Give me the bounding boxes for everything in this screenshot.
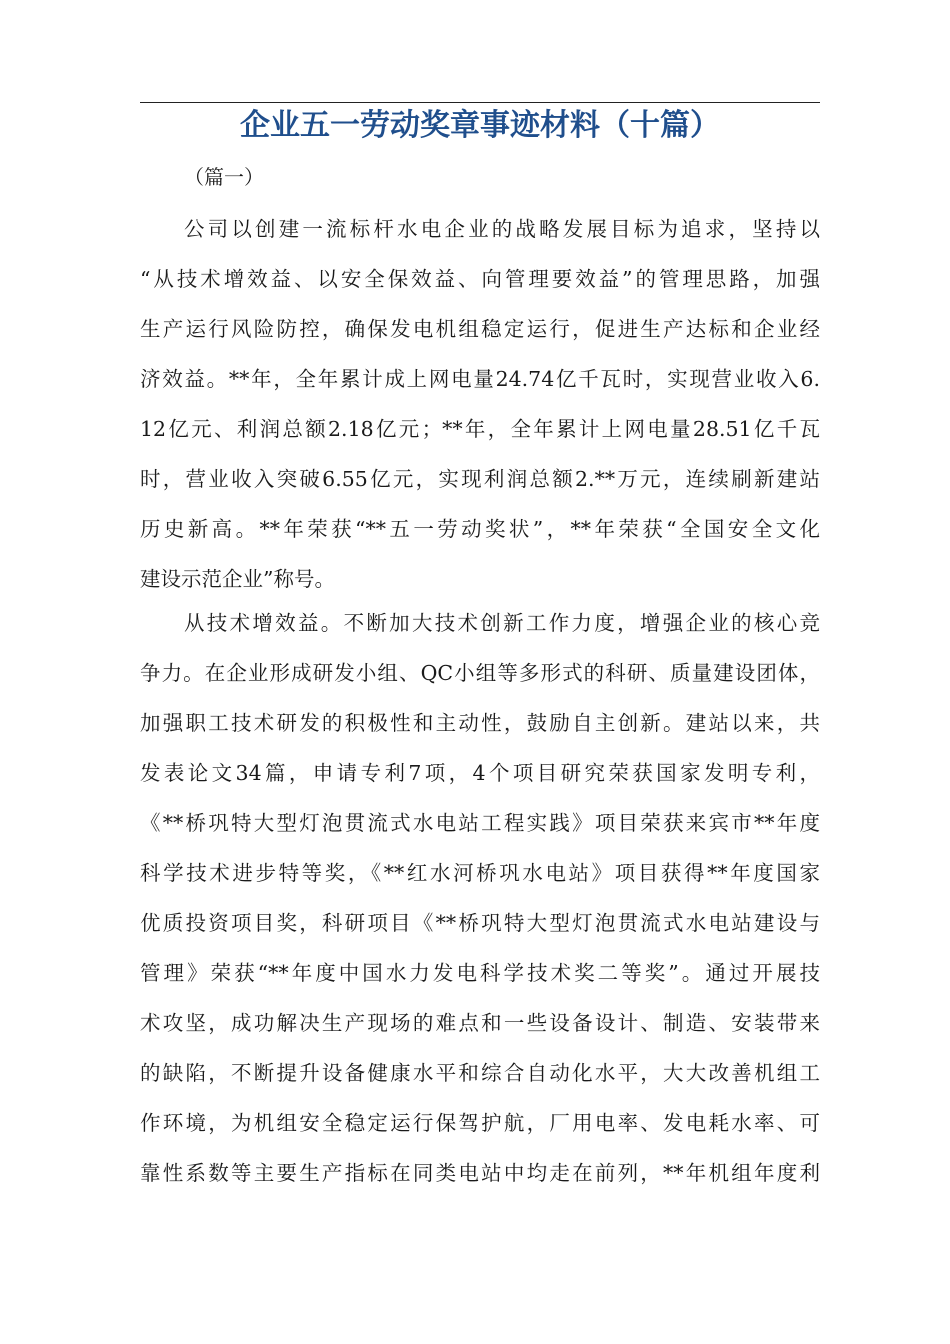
text-line: 《**桥巩特大型灯泡贯流式水电站工程实践》项目荣获来宾市**年度 [140,811,820,835]
text-line: 争力。在企业形成研发小组、QC小组等多形式的科研、质量建设团体， [140,661,820,685]
text-line: 生产运行风险防控，确保发电机组稳定运行，促进生产达标和企业经 [140,317,820,341]
text-line: 济效益。**年，全年累计成上网电量24.74亿千瓦时，实现营业收入6. [140,367,820,391]
text-line: 公司以创建一流标杆水电企业的战略发展目标为追求，坚持以 [184,217,820,241]
paragraph-1 [140,204,820,604]
text-line: 12亿元、利润总额2.18亿元；**年，全年累计上网电量28.51亿千瓦 [140,417,820,441]
header-rule [140,102,820,103]
text-line: 管理》荣获“**年度中国水力发电科学技术奖二等奖”。通过开展技 [140,961,820,985]
section-label: （篇一） [184,165,264,189]
text-line: 加强职工技术研发的积极性和主动性，鼓励自主创新。建站以来，共 [140,711,820,735]
paragraph-2 [140,598,820,1198]
text-line: 术攻坚，成功解决生产现场的难点和一些设备设计、制造、安装带来 [140,1011,820,1035]
text-line: 历史新高。**年荣获“**五一劳动奖状”，**年荣获“全国安全文化 [140,517,820,541]
text-line: 靠性系数等主要生产指标在同类电站中均走在前列，**年机组年度利 [140,1161,820,1185]
text-line: 建设示范企业”称号。 [140,567,335,591]
text-line: 科学技术进步特等奖，《**红水河桥巩水电站》项目获得**年度国家 [140,861,820,885]
text-line: 作环境，为机组安全稳定运行保驾护航，厂用电率、发电耗水率、可 [140,1111,820,1135]
document-title: 企业五一劳动奖章事迹材料（十篇） [240,108,720,143]
text-line: “从技术增效益、以安全保效益、向管理要效益”的管理思路，加强 [140,267,820,291]
text-line: 发表论文34篇，申请专利7项，4个项目研究荣获国家发明专利， [140,761,820,785]
text-line: 的缺陷，不断提升设备健康水平和综合自动化水平，大大改善机组工 [140,1061,820,1085]
text-line: 优质投资项目奖，科研项目《**桥巩特大型灯泡贯流式水电站建设与 [140,911,820,935]
text-line: 时，营业收入突破6.55亿元，实现利润总额2.**万元，连续刷新建站 [140,467,820,491]
text-line: 从技术增效益。不断加大技术创新工作力度，增强企业的核心竞 [184,611,820,635]
